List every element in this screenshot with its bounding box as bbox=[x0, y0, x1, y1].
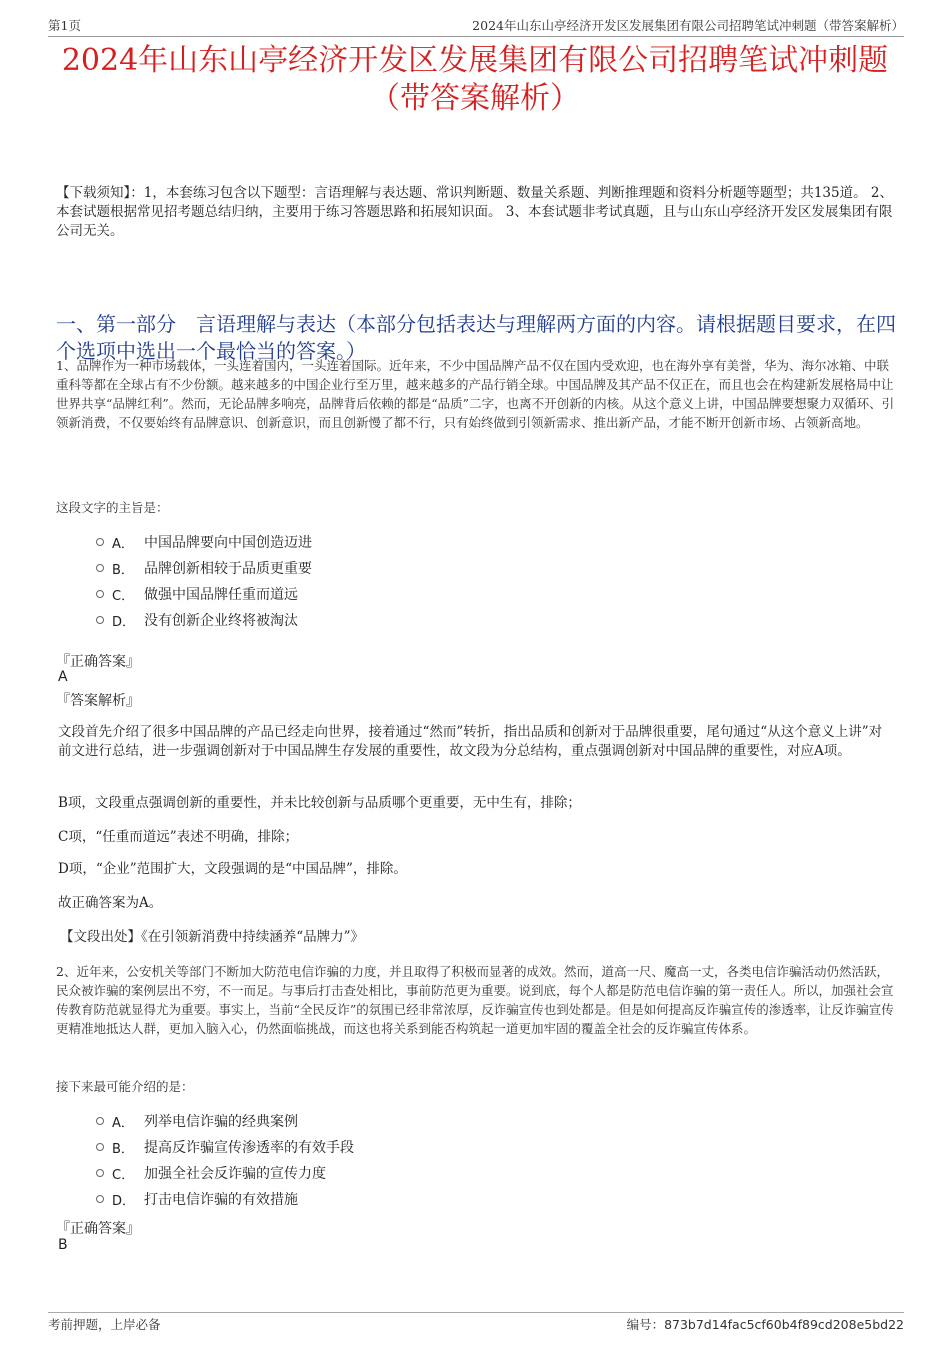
radio-icon[interactable] bbox=[96, 616, 104, 624]
option-d[interactable]: D． 没有创新企业终将被淘汰 bbox=[96, 607, 312, 633]
section-heading: 一、第一部分 言语理解与表达（本部分包括表达与理解两方面的内容。请根据题目要求，在四个选项中选出一个最恰当的答案。） bbox=[56, 312, 896, 363]
header-doc-name: 2024年山东山亭经济开发区发展集团有限公司招聘笔试冲刺题（带答案解析） bbox=[472, 18, 904, 33]
radio-icon[interactable] bbox=[96, 1143, 104, 1151]
page-footer bbox=[48, 1312, 904, 1333]
question-2-options bbox=[96, 1108, 354, 1212]
radio-icon[interactable] bbox=[96, 538, 104, 546]
radio-icon[interactable] bbox=[96, 1117, 104, 1125]
footer-slogan: 考前押题，上岸必备 bbox=[48, 1317, 161, 1332]
question-2-text: 2、近年来，公安机关等部门不断加大防范电信诈骗的力度，并且取得了积极而显著的成效。然而，道高一尺、魔高一丈，各类电信诈骗活动仍然活跃，民众被诈骗的案例层出不穷，不一而足。与事后打击查处相比，事前防范更为重要。说到底，每个人都是防范电信诈骗的第一责任人。所以，加强社会宣传教育防范就显得尤为重要。事实上，当前“全民反诈”的氛围已经非常浓厚，反诈骗宣传也到处都是。但是如何提高反诈骗宣传的渗透率，让反诈骗宣传更精准地抵达人群，更加入脑入心，仍然面临挑战，而这也将关系到能否构筑起一道更加牢固的覆盖全社会的反诈骗宣传体系。 bbox=[56, 964, 894, 1036]
question-1-text: 1、品牌作为一种市场载体，一头连着国内，一头连着国际。近年来，不少中国品牌产品不仅在国内受欢迎，也在海外享有美誉，华为、海尔冰箱、中联重科等都在全球占有不少份额。越来越多的中国企业行至万里，越来越多的产品行销全球。中国品牌及其产品不仅正在，而且也会在构建新发展格局中让世界共享“品牌红利”。然而，无论品牌多响亮，品牌背后依赖的都是“品质”二字，也离不开创新的内核。从这个意义上讲，中国品牌要想聚力双循环、引领新消费，不仅要始终有品牌意识、创新意识，而且创新慢了都不行，只有始终做到引领新需求、推出新产品，才能不断开创新市场、占领新高地。 bbox=[56, 358, 895, 430]
radio-icon[interactable] bbox=[96, 564, 104, 572]
analysis-paragraph: 故正确答案为A。 bbox=[58, 895, 163, 911]
question-1-prompt: 这段文字的主旨是： bbox=[56, 500, 169, 515]
option-a[interactable]: A． 列举电信诈骗的经典案例 bbox=[96, 1108, 354, 1134]
option-b[interactable]: B． 提高反诈骗宣传渗透率的有效手段 bbox=[96, 1134, 354, 1160]
analysis-paragraph: D项，“企业”范围扩大，文段强调的是“中国品牌”，排除。 bbox=[58, 861, 407, 877]
analysis-paragraph: C项，“任重而道远”表述不明确，排除； bbox=[58, 829, 299, 845]
option-a[interactable]: A． 中国品牌要向中国创造迈进 bbox=[96, 529, 312, 555]
analysis-paragraph: B项，文段重点强调创新的重要性，并未比较创新与品质哪个更重要，无中生有，排除； bbox=[58, 795, 581, 811]
answer-label: 『正确答案』 bbox=[56, 1221, 140, 1237]
page-number: 第1页 bbox=[48, 18, 81, 33]
correct-answer: A bbox=[58, 669, 68, 685]
footer-id: 编号：873b7d14fac5cf60b4f89cd208e5bd22 bbox=[626, 1317, 904, 1332]
document-title: 2024年山东山亭经济开发区发展集团有限公司招聘笔试冲刺题（带答案解析） bbox=[61, 43, 889, 116]
answer-label: 『正确答案』 bbox=[56, 654, 140, 670]
page-header bbox=[48, 14, 904, 37]
option-c[interactable]: C． 做强中国品牌任重而道远 bbox=[96, 581, 312, 607]
question-2-prompt: 接下来最可能介绍的是： bbox=[56, 1079, 194, 1094]
analysis-label: 『答案解析』 bbox=[56, 693, 140, 709]
download-notice: 【下载须知】：1，本套练习包含以下题型：言语理解与表达题、常识判断题、数量关系题、判断推理题和资料分析题等题型；共135道。 2、本套试题根据常见招考题总结归纳，主要用于练习答题思路和拓展知识面。 3、本套试题非考试真题，且与山东山亭经济开发区发展集团有限公司无关。 bbox=[56, 185, 893, 239]
option-b[interactable]: B． 品牌创新相较于品质更重要 bbox=[96, 555, 312, 581]
correct-answer: B bbox=[58, 1237, 68, 1253]
radio-icon[interactable] bbox=[96, 590, 104, 598]
radio-icon[interactable] bbox=[96, 1195, 104, 1203]
source-citation: 【文段出处】《在引领新消费中持续涵养“品牌力”》 bbox=[60, 929, 365, 945]
option-d[interactable]: D． 打击电信诈骗的有效措施 bbox=[96, 1186, 354, 1212]
option-c[interactable]: C． 加强全社会反诈骗的宣传力度 bbox=[96, 1160, 354, 1186]
radio-icon[interactable] bbox=[96, 1169, 104, 1177]
question-1-options bbox=[96, 529, 312, 633]
analysis-paragraph: 文段首先介绍了很多中国品牌的产品已经走向世界，接着通过“然而”转折，指出品质和创新对于品牌很重要，尾句通过“从这个意义上讲”对前文进行总结，进一步强调创新对于中国品牌生存发展的重要性，故文段为分总结构，重点强调创新对中国品牌的重要性，对应A项。 bbox=[58, 724, 883, 759]
